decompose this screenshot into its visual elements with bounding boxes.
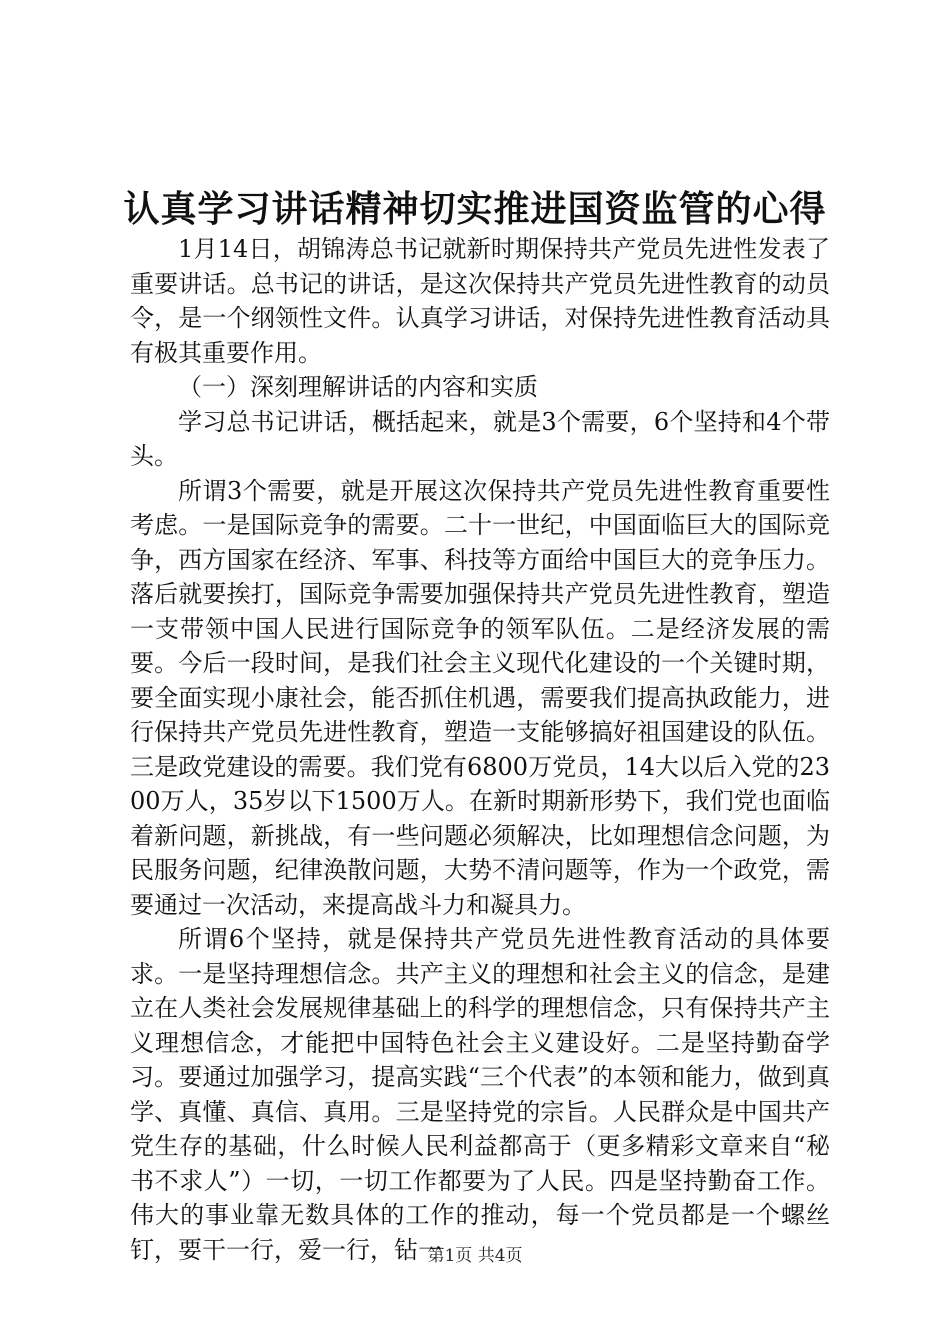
section-heading: （一）深刻理解讲话的内容和实质 xyxy=(178,373,538,401)
paragraph-summary: 学习总书记讲话，概括起来，就是3个需要，6个坚持和4个带头。 xyxy=(130,407,830,470)
document-title: 认真学习讲话精神切实推进国资监管的心得 xyxy=(123,188,827,230)
document-body xyxy=(130,232,830,1267)
paragraph-six-persistences: 所谓6个坚持，就是保持共产党员先进性教育活动的具体要求。一是坚持理想信念。共产主义的理想和社会主义的信念，是建立在人类社会发展规律基础上的科学的理想信念，只有保持共产主义理想信念，才能把中国特色社会主义建设好。二是坚持勤奋学习。要通过加强学习，提高实践“三个代表”的本领和能力，做到真学、真懂、真信、真用。三是坚持党的宗旨。人民群众是中国共产党生存的基础，什么时候人民利益都高于（更多精彩文章来自“秘书不求人”）一切，一切工作都要为了人民。四是坚持勤奋工作。伟大的事业靠无数具体的工作的推动，每一个党员都是一个螺丝钉，要干一行，爱一行，钻一 xyxy=(130,925,830,1264)
paragraph-three-needs: 所谓3个需要，就是开展这次保持共产党员先进性教育重要性考虑。一是国际竞争的需要。二十一世纪，中国面临巨大的国际竞争，西方国家在经济、军事、科技等方面给中国巨大的竞争压力。落后就要挨打，国际竞争需要加强保持共产党员先进性教育，塑造一支带领中国人民进行国际竞争的领军队伍。二是经济发展的需要。今后一段时间，是我们社会主义现代化建设的一个关键时期，要全面实现小康社会，能否抓住机遇，需要我们提高执政能力，进行保持共产党员先进性教育，塑造一支能够搞好祖国建设的队伍。三是政党建设的需要。我们党有6800万党员，14大以后入党的2300万人，35岁以下1500万人。在新时期新形势下，我们党也面临着新问题，新挑战，有一些问题必须解决，比如理想信念问题，为民服务问题，纪律涣散问题，大势不清问题等，作为一个政党，需要通过一次活动，来提高战斗力和凝具力。 xyxy=(130,476,830,919)
paragraph-intro: 1月14日，胡锦涛总书记就新时期保持共产党员先进性发表了重要讲话。总书记的讲话，是这次保持共产党员先进性教育的动员令，是一个纲领性文件。认真学习讲话，对保持先进性教育活动具有极其重要作用。 xyxy=(130,235,830,367)
page-number-footer: 第1页 共4页 xyxy=(427,1246,523,1266)
